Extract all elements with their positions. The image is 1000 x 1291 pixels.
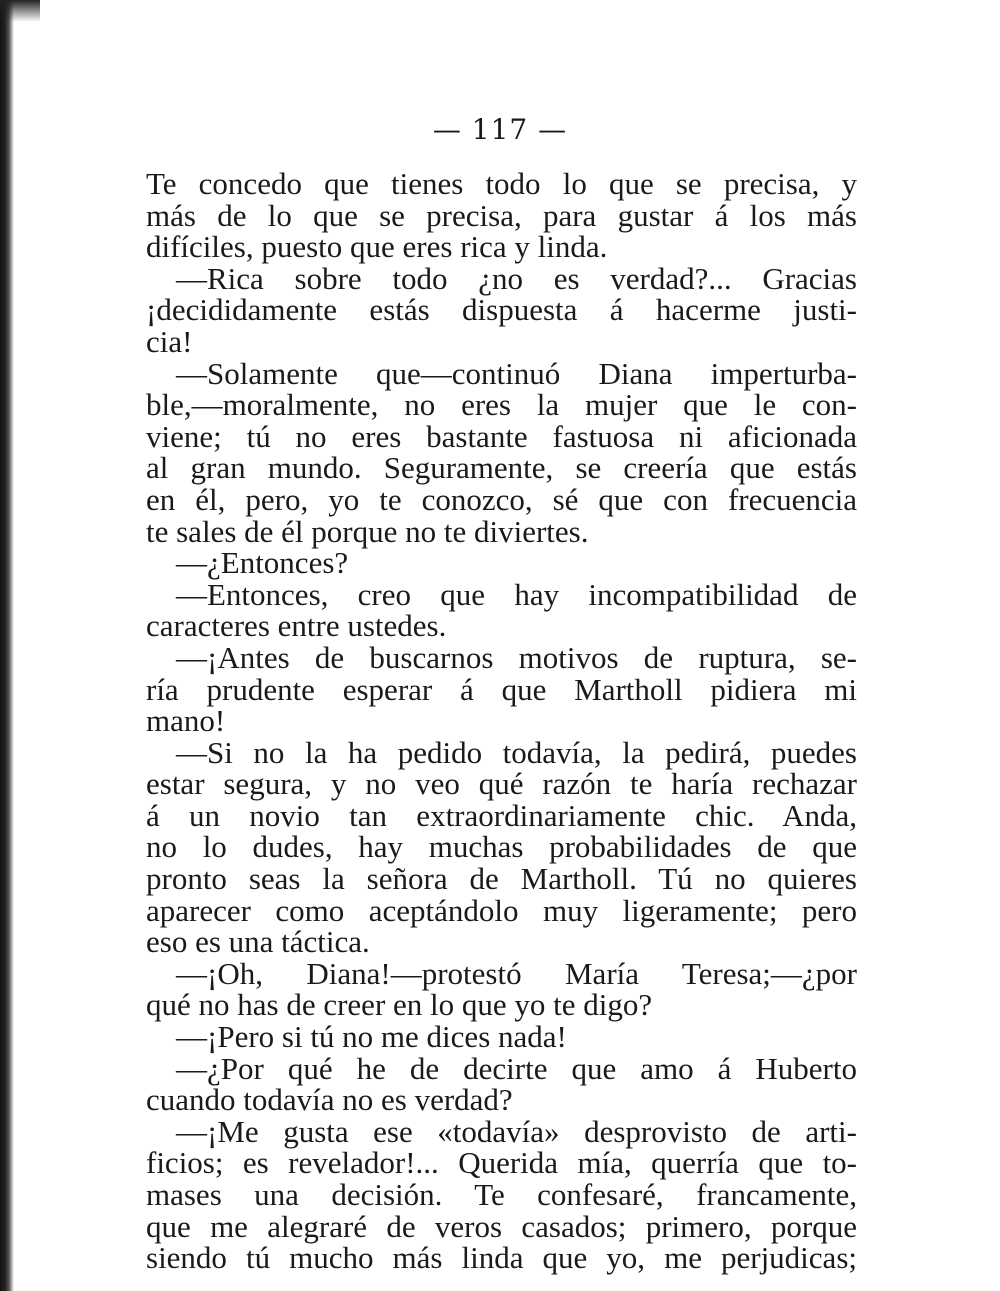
text-line: cuando todavía no es verdad? <box>146 1082 513 1118</box>
text-line: siendo tú mucho más linda que yo, me perjudicas; <box>146 1240 857 1276</box>
binding-shadow <box>0 0 40 22</box>
text-line: te sales de él porque no te diviertes. <box>146 513 589 549</box>
text-line: al gran mundo. Seguramente, se creería que estás <box>146 450 857 486</box>
text-line: no lo dudes, hay muchas probabilidades de que <box>146 829 857 865</box>
binding-edge <box>0 0 14 1291</box>
text-line: qué no has de creer en lo que yo te digo? <box>146 987 653 1023</box>
text-line: cia! <box>146 323 193 359</box>
text-line: —¡Me gusta ese «todavía» desprovisto de arti- <box>176 1113 857 1149</box>
text-line: —¿Entonces? <box>176 545 349 581</box>
text-line: —¿Por qué he de decirte que amo á Huberto <box>176 1050 857 1086</box>
text-line: —Solamente que—continuó Diana imperturba- <box>176 355 857 391</box>
text-line: en él, pero, yo te conozco, sé que con frecuencia <box>146 481 857 517</box>
text-line: —¡Oh, Diana!—protestó María Teresa;—¿por <box>176 955 857 991</box>
text-line: ble,—moralmente, no eres la mujer que le con- <box>146 387 857 423</box>
text-line: ¡decididamente estás dispuesta á hacerme justi- <box>146 292 857 328</box>
text-line: —¡Pero si tú no me dices nada! <box>176 1019 567 1055</box>
text-line: á un novio tan extraordinariamente chic. Anda, <box>146 797 857 833</box>
text-line: ría prudente esperar á que Martholl pidiera mi <box>146 671 857 707</box>
text-line: Te concedo que tienes todo lo que se precisa, y <box>146 166 857 201</box>
text-line: —Entonces, creo que hay incompatibilidad de <box>176 576 857 612</box>
text-line: eso es una táctica. <box>146 924 370 960</box>
text-line: ficios; es revelador!... Querida mía, querría que to- <box>146 1145 857 1181</box>
text-line: mano! <box>146 703 226 739</box>
text-line: caracteres entre ustedes. <box>146 608 447 644</box>
text-line: difíciles, puesto que eres rica y linda. <box>146 229 608 265</box>
text-line: estar segura, y no veo qué razón te haría rechazar <box>146 766 857 802</box>
text-line: —¡Antes de buscarnos motivos de ruptura, se- <box>176 639 857 675</box>
text-line: más de lo que se precisa, para gustar á los más <box>146 197 857 233</box>
text-line: pronto seas la señora de Martholl. Tú no quieres <box>146 861 857 897</box>
text-line: aparecer como aceptándolo muy ligeramente; pero <box>146 892 857 928</box>
text-line: viene; tú no eres bastante fastuosa ni aficionada <box>146 418 857 454</box>
text-line: mases una decisión. Te confesaré, francamente, <box>146 1177 857 1212</box>
text-line: que me alegraré de veros casados; primero, porque <box>146 1208 857 1244</box>
body-text <box>146 168 857 1274</box>
text-line: —Si no la ha pedido todavía, la pedirá, puedes <box>176 734 857 770</box>
text-line: —Rica sobre todo ¿no es verdad?... Gracias <box>176 260 857 296</box>
page-number: — 117 — <box>432 113 568 146</box>
